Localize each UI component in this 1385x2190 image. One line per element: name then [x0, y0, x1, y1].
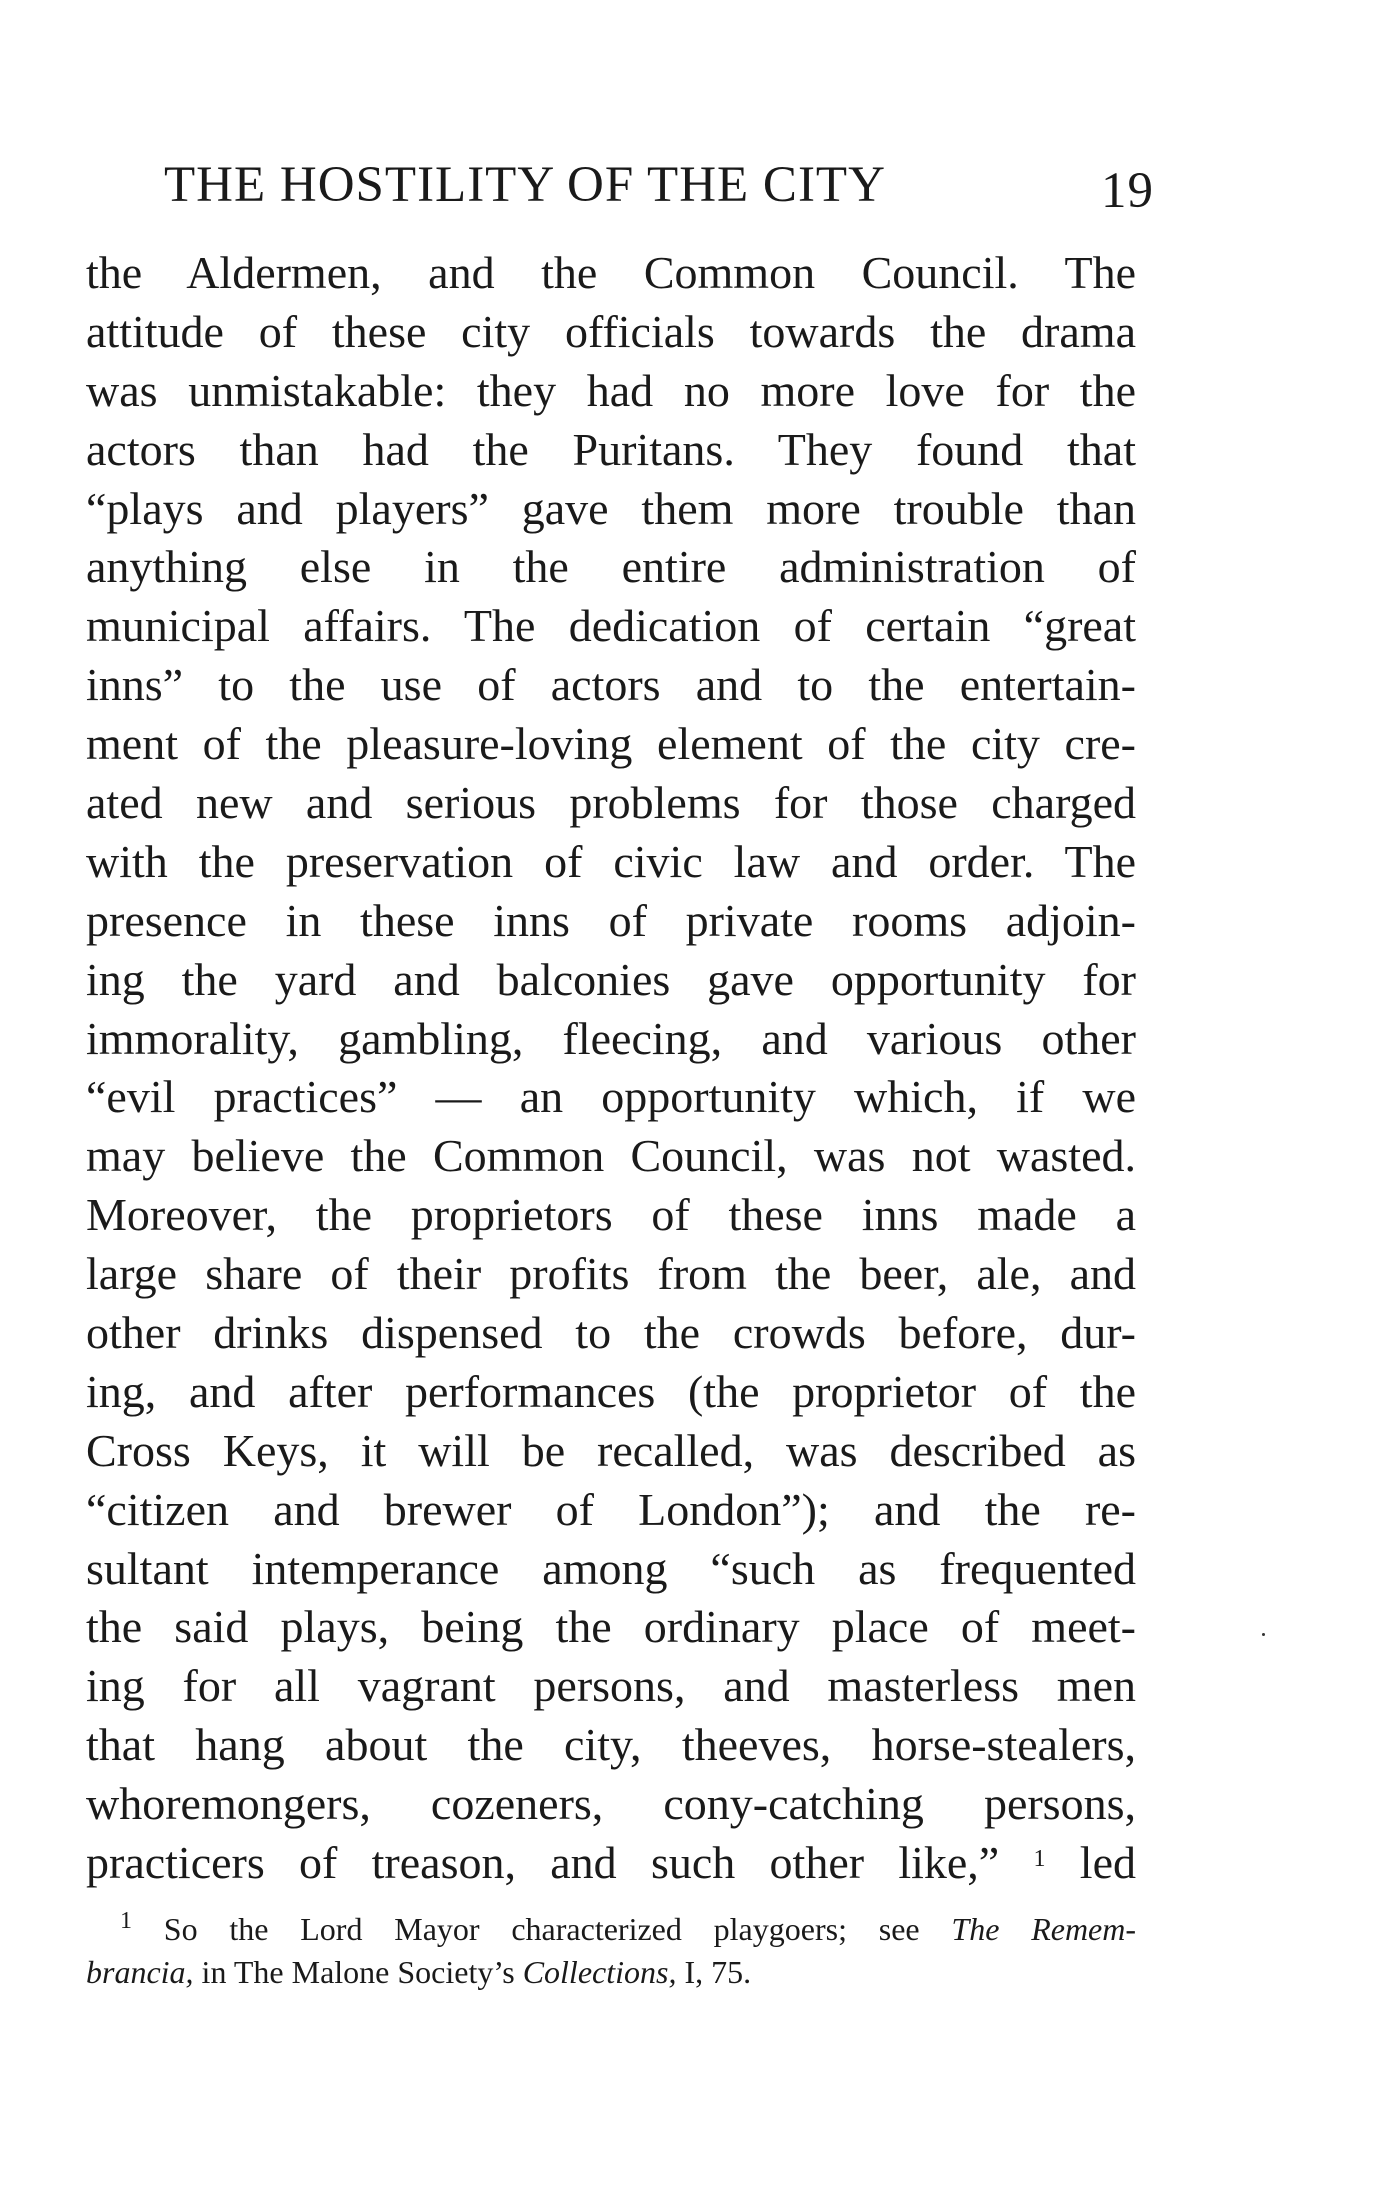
text-line: Moreover, the proprietors of these inns made a — [86, 1189, 1136, 1241]
last-line-text: practicers of treason, and such other like,” — [86, 1837, 1000, 1889]
print-speck — [1262, 1633, 1265, 1636]
footnote-line — [86, 1908, 1136, 1951]
text-line: “evil practices” — an opportunity which, if we — [86, 1071, 1136, 1123]
footnote-citation-series: Collections, — [522, 1954, 677, 1990]
footnote-citation-title: brancia, — [86, 1954, 194, 1990]
footnote-volume-page: I, 75. — [684, 1954, 752, 1990]
footnote — [86, 1908, 1136, 1994]
footnote-line — [86, 1951, 1136, 1994]
last-line-end: led — [1079, 1837, 1136, 1889]
text-line: ing, and after performances (the proprietor of the — [86, 1365, 1136, 1417]
footnote-marker: 1 — [120, 1908, 132, 1934]
footnote-reference[interactable]: 1 — [1033, 1846, 1046, 1873]
text-line: other drinks dispensed to the crowds before, dur- — [86, 1307, 1136, 1359]
footnote-text: in The Malone Society’s — [201, 1954, 515, 1990]
footnote-citation-title: The Remem- — [951, 1911, 1137, 1947]
text-line: ated new and serious problems for those charged — [86, 777, 1136, 829]
text-line: municipal affairs. The dedication of certain “great — [86, 600, 1136, 652]
page-number: 19 — [1101, 163, 1154, 219]
text-line: presence in these inns of private rooms adjoin- — [86, 894, 1136, 946]
text-line: attitude of these city officials towards the drama — [86, 305, 1136, 357]
text-line: may believe the Common Council, was not wasted. — [86, 1130, 1136, 1182]
text-line: the Aldermen, and the Common Council. The — [86, 247, 1136, 298]
text-line: sultant intemperance among “such as frequented — [86, 1542, 1136, 1594]
text-line-last — [86, 1834, 1136, 1893]
text-line: that hang about the city, theeves, horse-stealers, — [86, 1719, 1136, 1771]
text-line: “plays and players” gave them more trouble than — [86, 482, 1136, 534]
text-line: anything else in the entire administration of — [86, 541, 1136, 593]
text-line: Cross Keys, it will be recalled, was described as — [86, 1424, 1136, 1476]
text-line: inns” to the use of actors and to the entertain- — [86, 659, 1136, 711]
text-line: actors than had the Puritans. They found that — [86, 423, 1136, 475]
text-line: with the preservation of civic law and order. The — [86, 835, 1136, 887]
text-line: ing the yard and balconies gave opportunity for — [86, 953, 1136, 1005]
running-head — [164, 150, 1154, 220]
text-line: ment of the pleasure-loving element of the city cre- — [86, 718, 1136, 770]
text-line: ing for all vagrant persons, and masterless men — [86, 1660, 1136, 1712]
text-line: “citizen and brewer of London”); and the re- — [86, 1483, 1136, 1535]
running-head-title: THE HOSTILITY OF THE CITY — [164, 157, 886, 213]
body-text — [86, 244, 1136, 1893]
footnote-text: So the Lord Mayor characterized playgoers; see — [163, 1911, 920, 1947]
text-line: large share of their profits from the beer, ale, and — [86, 1248, 1136, 1300]
text-line: the said plays, being the ordinary place of meet- — [86, 1601, 1136, 1653]
text-line: whoremongers, cozeners, cony-catching persons, — [86, 1778, 1136, 1830]
text-line: immorality, gambling, fleecing, and various other — [86, 1012, 1136, 1064]
text-line: was unmistakable: they had no more love for the — [86, 364, 1136, 416]
